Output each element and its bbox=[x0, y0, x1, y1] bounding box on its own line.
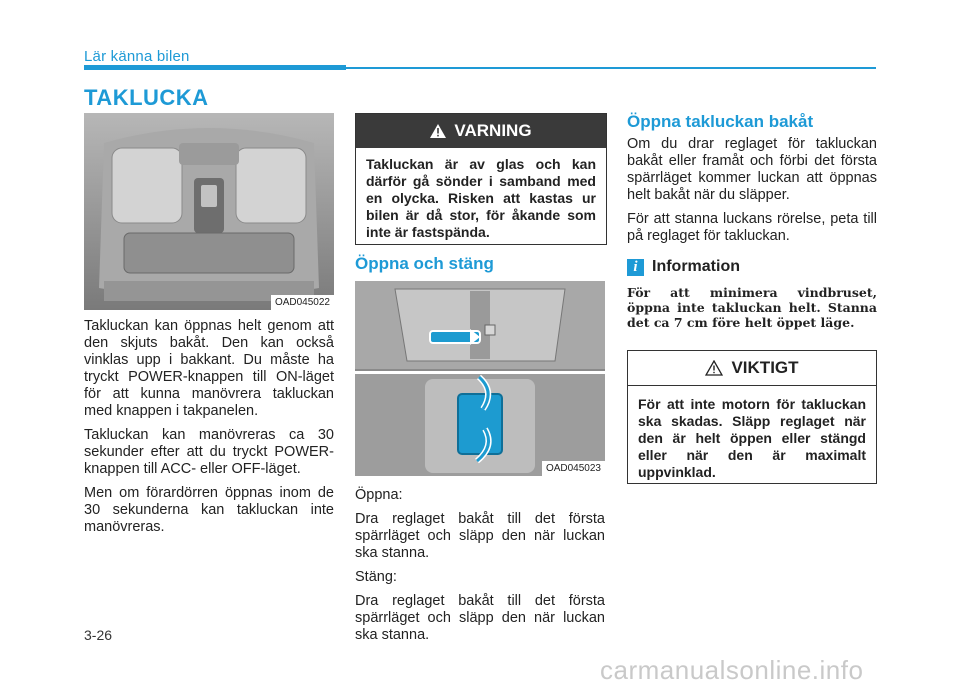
warning-label: VARNING bbox=[454, 121, 532, 140]
close-text: Dra reglaget bakåt till det första spärrläget och släpp den när luckan ska stanna. bbox=[355, 593, 605, 643]
sunroof-control-illustration bbox=[355, 281, 605, 476]
warning-text: Takluckan är av glas och kan därför gå sönder i samband med en olycka. Risken att kastas ur bilen är då stor, för åkande som inte är fastspända. bbox=[366, 156, 596, 240]
caution-box bbox=[627, 350, 877, 484]
paragraph: Takluckan kan öppnas helt genom att den skjuts bakåt. Den kan också vinklas upp i bakkant. Du måste ha tryckt POWER-knappen till ON-läget för att kunna manövrera takluckan med knappen i takpanelen. bbox=[84, 318, 334, 419]
warning-triangle-icon bbox=[430, 124, 446, 138]
sunroof-control-photo bbox=[355, 281, 605, 476]
header-rule bbox=[346, 67, 876, 69]
information-title: Information bbox=[652, 258, 740, 275]
paragraph: Om du drar reglaget för takluckan bakåt eller framåt och förbi det första spärrläget kommer luckan att öppnas helt bakåt när du släpper. bbox=[627, 136, 877, 203]
info-icon: i bbox=[627, 259, 644, 276]
section-heading: Öppna takluckan bakåt bbox=[627, 112, 814, 131]
information-header bbox=[627, 258, 740, 276]
left-column-text bbox=[84, 318, 334, 543]
caution-header bbox=[628, 351, 876, 386]
header-bar bbox=[84, 65, 346, 70]
overhead-console-illustration bbox=[84, 113, 334, 310]
watermark: carmanualsonline.info bbox=[600, 655, 864, 685]
page-number: 3-26 bbox=[84, 627, 113, 643]
paragraph: För att stanna luckans rörelse, peta till på reglaget för takluckan. bbox=[627, 211, 877, 244]
caution-text: För att inte motorn för takluckan ska skadas. Släpp reglaget när den är helt öppen eller stängd eller när den är maximalt uppvinklad. bbox=[638, 396, 866, 480]
paragraph: Takluckan kan manövreras ca 30 sekunder efter att du tryckt POWER-knappen till ACC- eller OFF-läget. bbox=[84, 427, 334, 477]
warning-box bbox=[355, 113, 607, 245]
page-title: TAKLUCKA bbox=[84, 85, 209, 110]
open-close-text bbox=[355, 487, 605, 651]
overhead-console-photo bbox=[84, 113, 334, 310]
photo-caption: OAD045022 bbox=[271, 295, 334, 310]
section-label: Lär känna bilen bbox=[84, 48, 190, 65]
section-heading: Öppna och stäng bbox=[355, 254, 494, 273]
close-label: Stäng: bbox=[355, 569, 397, 585]
caution-triangle-icon bbox=[705, 360, 723, 376]
caution-label: VIKTIGT bbox=[731, 358, 799, 377]
paragraph: Men om förardörren öppnas inom de 30 sekunderna kan takluckan inte manövreras. bbox=[84, 485, 334, 535]
open-text: Dra reglaget bakåt till det första spärrläget och släpp den när luckan ska stanna. bbox=[355, 511, 605, 561]
open-back-text bbox=[627, 136, 877, 252]
warning-header bbox=[356, 114, 606, 148]
photo-caption: OAD045023 bbox=[542, 461, 605, 476]
information-text: För att minimera vindbruset, öppna inte takluckan helt. Stanna det ca 7 cm före helt öppet läge. bbox=[627, 285, 877, 330]
open-label: Öppna: bbox=[355, 487, 403, 503]
